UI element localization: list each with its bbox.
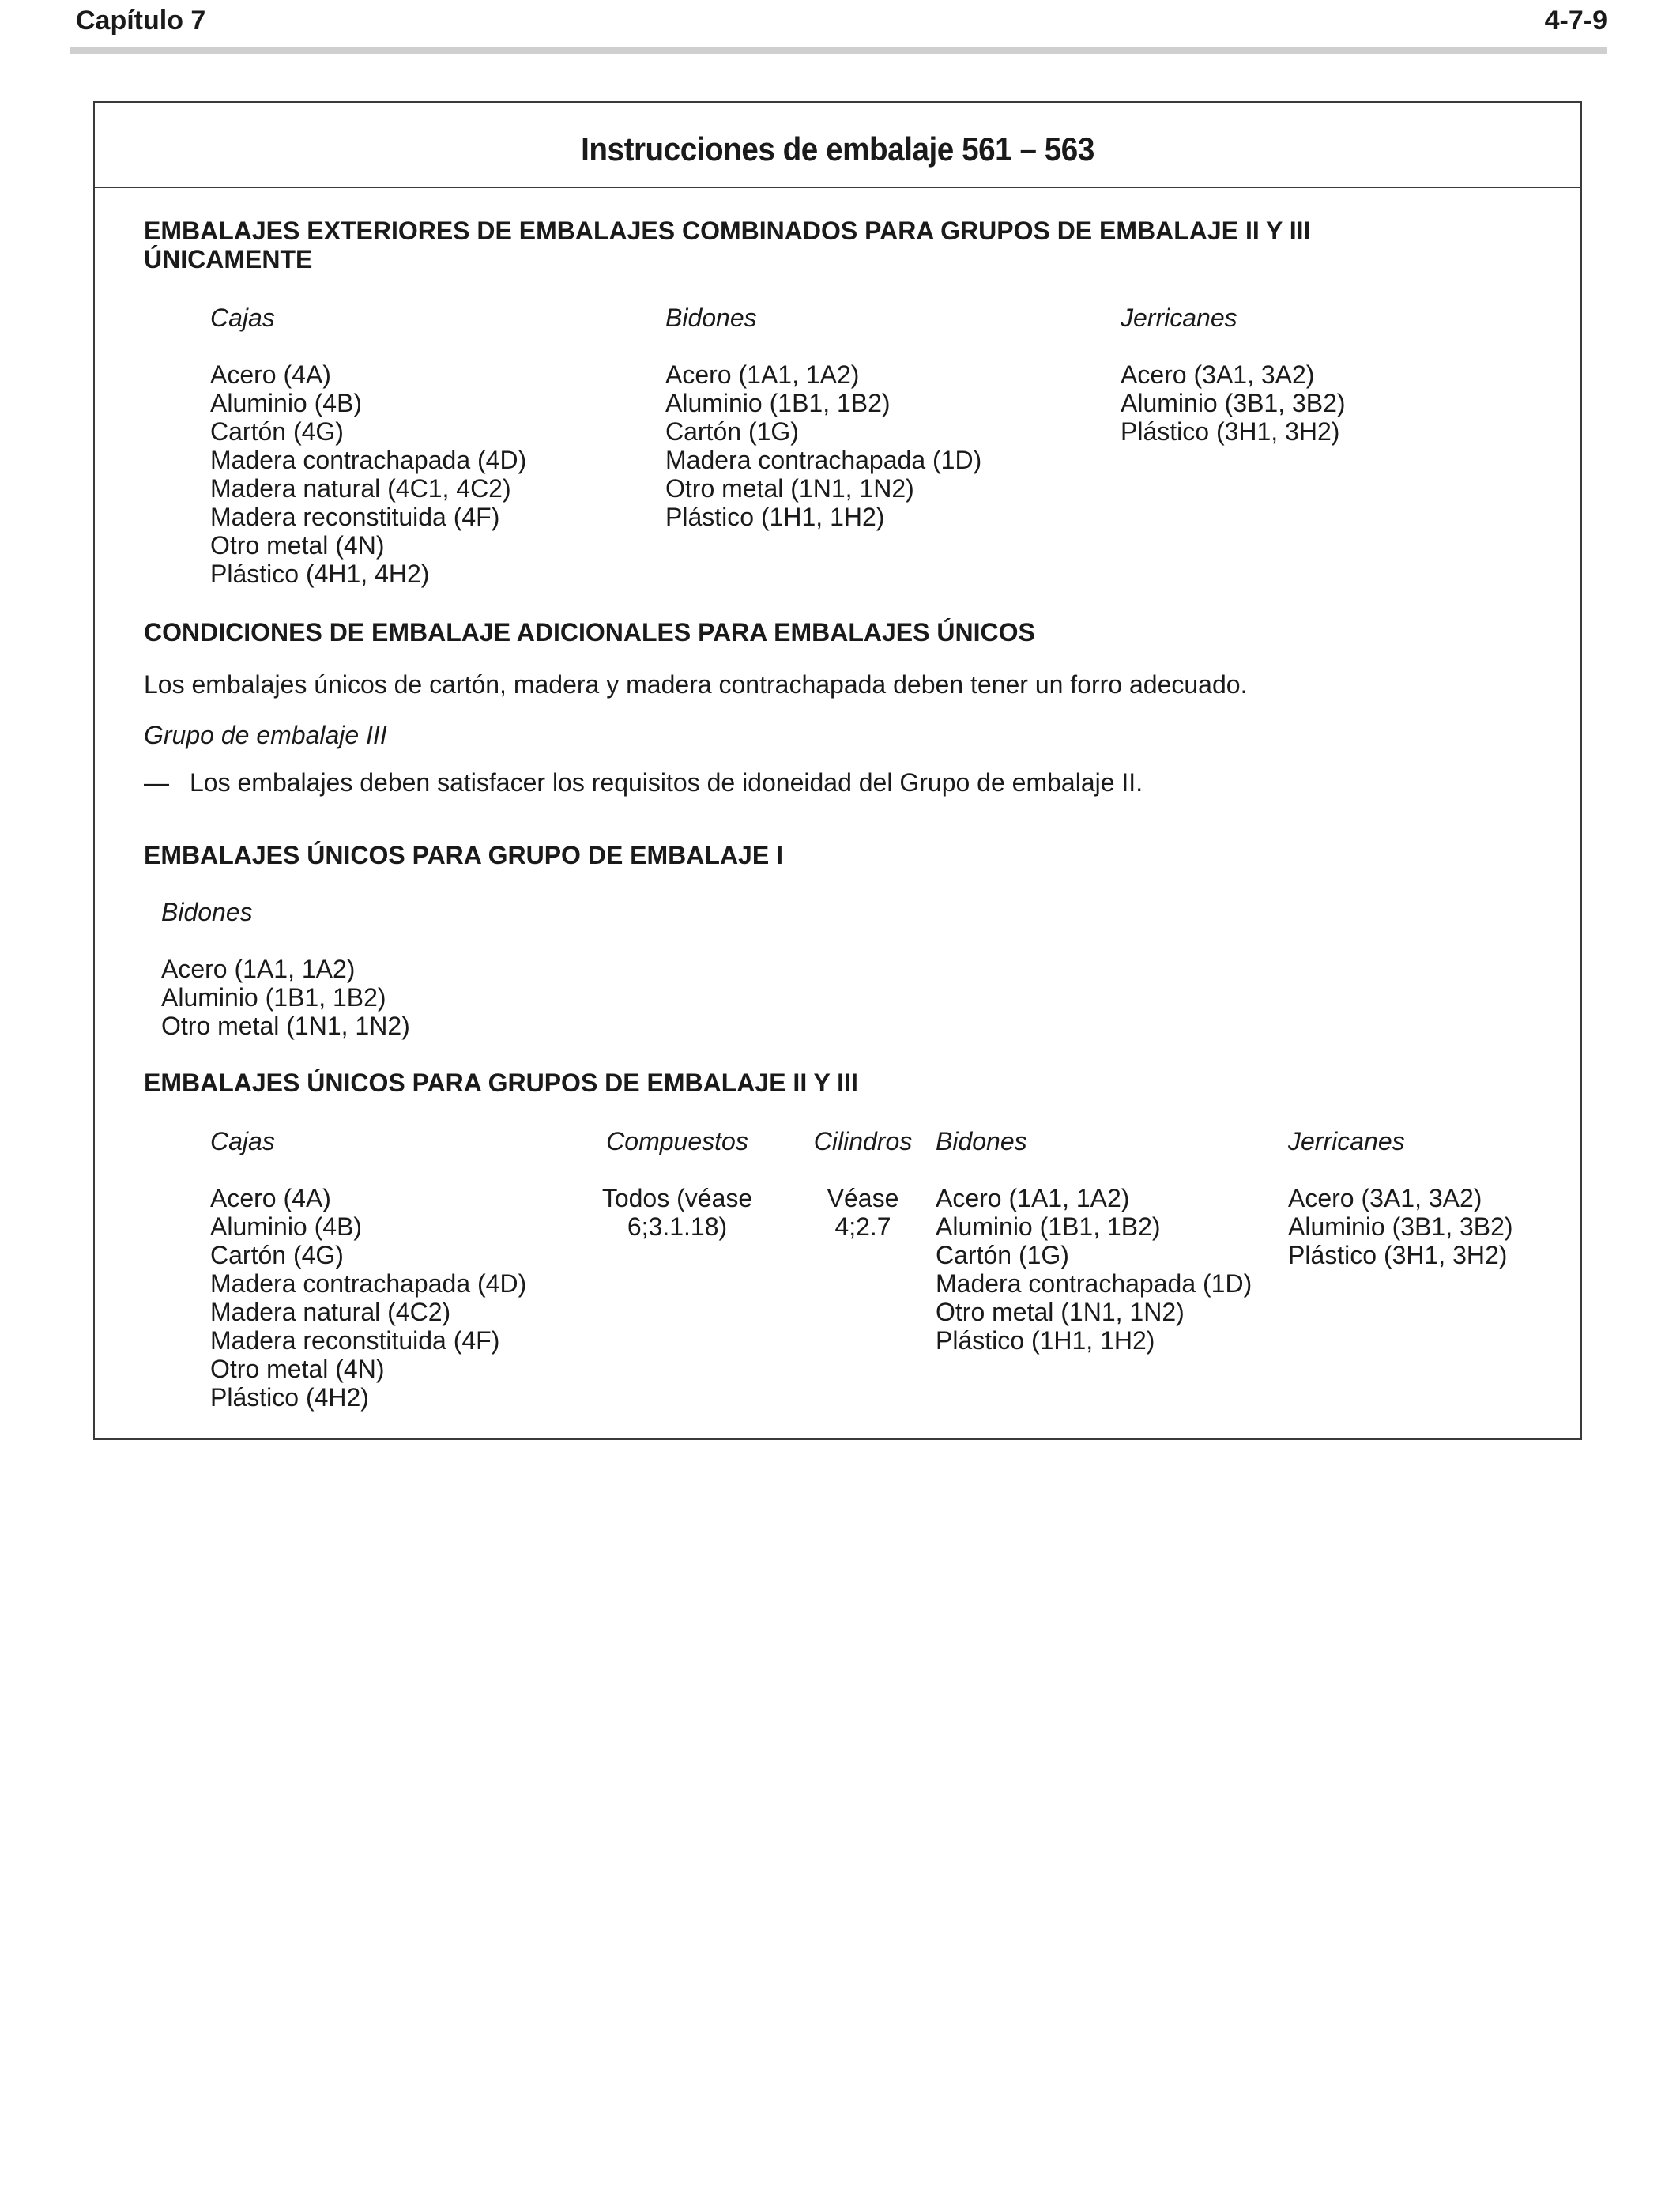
list-item: Otro metal (1N1, 1N2) [936,1298,1185,1326]
s1-col-cajas-list [210,360,526,588]
s4-col-jerricanes-list [1288,1184,1513,1269]
packing-instruction-box [93,101,1582,1440]
list-item: Plástico (3H1, 3H2) [1288,1241,1508,1269]
s4-col-bidones-list [936,1184,1252,1355]
list-item: Acero (1A1, 1A2) [665,360,860,389]
list-item: Acero (3A1, 3A2) [1121,360,1315,389]
list-item: Véase [827,1184,899,1212]
section1-heading-line1: EMBALAJES EXTERIORES DE EMBALAJES COMBINADOS PARA GRUPOS DE EMBALAJE II Y III [144,217,1311,245]
list-item: Cartón (4G) [210,417,344,446]
list-item: Otro metal (4N) [210,531,385,560]
s1-col-bidones-title: Bidones [665,303,757,332]
section2-dash: — [144,768,169,797]
section4-heading: EMBALAJES ÚNICOS PARA GRUPOS DE EMBALAJE II Y III [144,1069,858,1097]
section3-heading: EMBALAJES ÚNICOS PARA GRUPO DE EMBALAJE I [144,841,783,869]
s1-col-cajas-title: Cajas [210,303,275,332]
section1-heading [144,217,1550,273]
list-item: Plástico (1H1, 1H2) [665,503,885,531]
list-item: Aluminio (4B) [210,1212,363,1241]
s1-col-bidones-list [665,360,981,531]
list-item: 6;3.1.18) [627,1212,728,1241]
list-item: Madera contrachapada (1D) [665,446,982,474]
list-item: Madera natural (4C1, 4C2) [210,474,511,503]
list-item: Plástico (4H2) [210,1383,369,1412]
list-item: Acero (1A1, 1A2) [161,955,356,983]
list-item: Cartón (4G) [210,1241,344,1269]
list-item: Madera contrachapada (4D) [210,446,527,474]
s4-col-compuestos-list [578,1184,776,1241]
s4-col-cajas-title: Cajas [210,1127,275,1155]
list-item: 4;2.7 [834,1212,891,1241]
s1-col-jerricanes-list [1121,360,1346,446]
list-item: Aluminio (1B1, 1B2) [936,1212,1161,1241]
header-divider [70,47,1607,54]
list-item: Madera reconstituida (4F) [210,503,500,531]
s4-col-jerricanes-title: Jerricanes [1288,1127,1405,1155]
list-item: Madera contrachapada (1D) [936,1269,1252,1298]
list-item: Acero (1A1, 1A2) [936,1184,1130,1212]
list-item: Aluminio (3B1, 3B2) [1288,1212,1513,1241]
s4-col-compuestos-title: Compuestos [606,1127,748,1155]
list-item: Madera contrachapada (4D) [210,1269,527,1298]
list-item: Plástico (1H1, 1H2) [936,1326,1155,1355]
list-item: Plástico (4H1, 4H2) [210,560,430,588]
s4-col-cilindros-list [800,1184,926,1241]
section1-heading-line2: ÚNICAMENTE [144,245,313,273]
list-item: Plástico (3H1, 3H2) [1121,417,1340,446]
list-item: Acero (4A) [210,360,331,389]
list-item: Aluminio (1B1, 1B2) [665,389,891,417]
box-title-row [95,103,1580,188]
list-item: Todos (véase [601,1184,753,1212]
list-item: Aluminio (4B) [210,389,363,417]
list-item: Acero (4A) [210,1184,331,1212]
box-title: Instrucciones de embalaje 561 – 563 [581,130,1094,168]
list-item: Otro metal (4N) [210,1355,385,1383]
s4-col-cilindros-title: Cilindros [813,1127,913,1155]
section2-subheading: Grupo de embalaje III [144,721,387,749]
list-item: Otro metal (1N1, 1N2) [161,1012,410,1040]
chapter-label: Capítulo 7 [76,6,206,36]
list-item: Aluminio (1B1, 1B2) [161,983,386,1012]
s1-col-jerricanes-title: Jerricanes [1121,303,1237,332]
list-item: Acero (3A1, 3A2) [1288,1184,1482,1212]
s3-col-bidones-list [161,955,410,1040]
s3-col-bidones-title: Bidones [161,898,253,926]
list-item: Aluminio (3B1, 3B2) [1121,389,1346,417]
list-item: Cartón (1G) [936,1241,1069,1269]
s4-col-cajas-list [210,1184,526,1412]
page-number: 4-7-9 [1544,6,1607,36]
list-item: Madera reconstituida (4F) [210,1326,500,1355]
list-item: Otro metal (1N1, 1N2) [665,474,914,503]
list-item: Madera natural (4C2) [210,1298,451,1326]
list-item: Cartón (1G) [665,417,799,446]
section2-heading: CONDICIONES DE EMBALAJE ADICIONALES PARA EMBALAJES ÚNICOS [144,618,1035,647]
s4-col-bidones-title: Bidones [936,1127,1027,1155]
section2-dash-text: Los embalajes deben satisfacer los requisitos de idoneidad del Grupo de embalaje II. [190,768,1143,797]
section2-text: Los embalajes únicos de cartón, madera y madera contrachapada deben tener un forro adecuado. [144,670,1248,699]
